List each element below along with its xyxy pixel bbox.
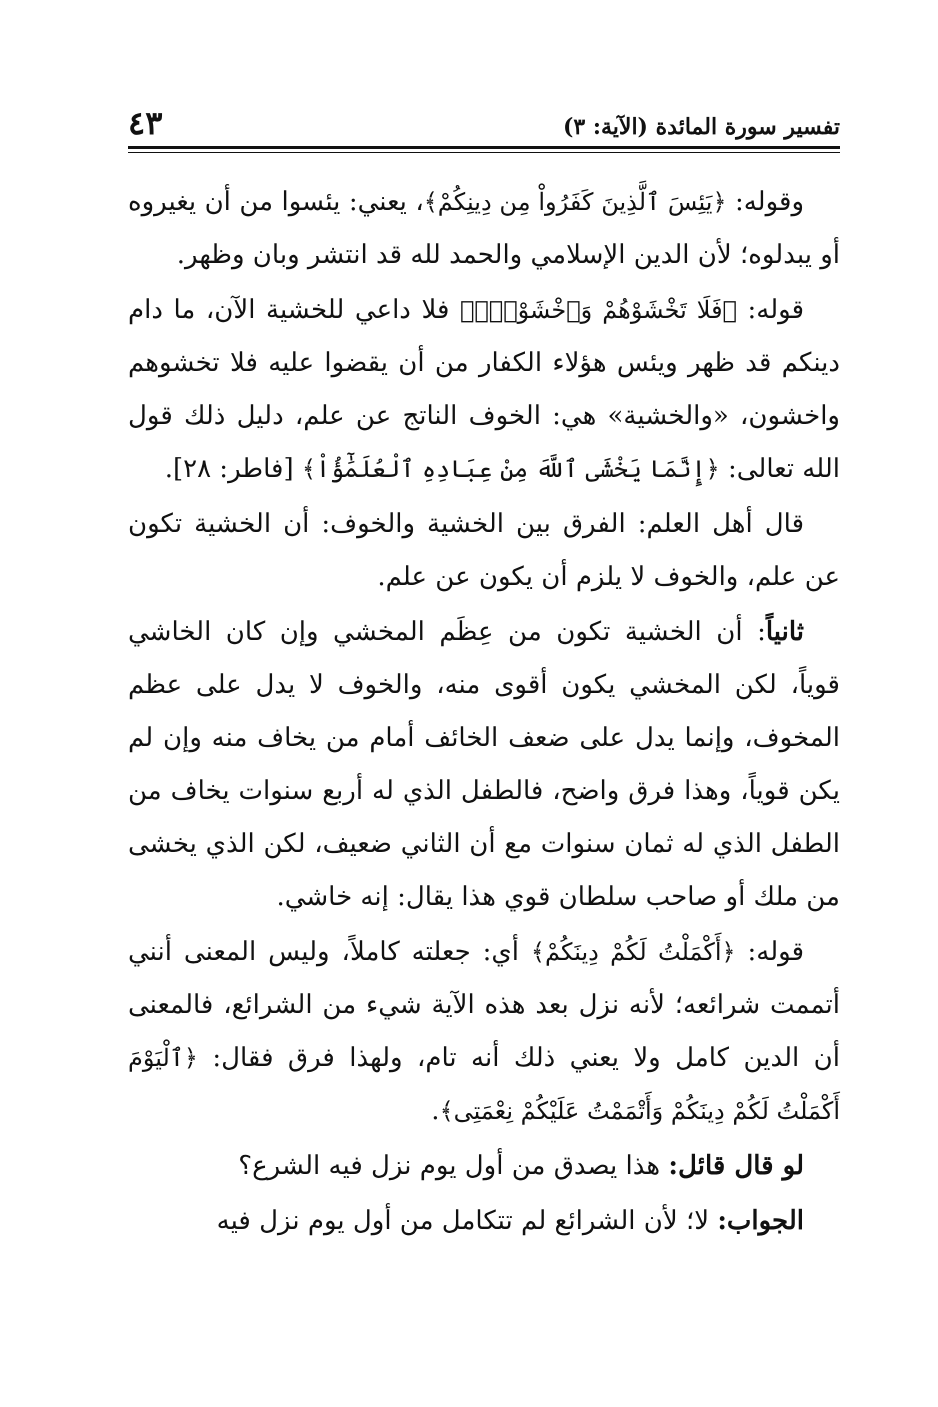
- header-rule-thick: [128, 146, 840, 149]
- paragraph-1: [128, 176, 840, 282]
- paragraph-text: .: [431, 1096, 440, 1126]
- paragraph-text: قال أهل العلم: الفرق بين الخشية والخوف: أن الخشية تكون عن علم، والخوف لا يلزم أن يكون عن علم.: [128, 509, 840, 592]
- paragraph-text: هذا يصدق من أول يوم نزل فيه الشرع؟: [238, 1151, 669, 1181]
- paragraph-text: لا؛ لأن الشرائع لم تتكامل من أول يوم نزل فيه: [216, 1206, 718, 1236]
- paragraph-text: قوله:: [736, 295, 805, 325]
- paragraph-5: [128, 926, 840, 1138]
- header-rule-thin: [128, 152, 840, 153]
- paragraph-6: [128, 1140, 840, 1193]
- paragraph-text: ، يعني: يئسوا من أن يغيروه أو يبدلوه؛ لأن الدين الإسلامي والحمد لله قد انتشر وبان وظهر.: [128, 187, 840, 270]
- page-header: [128, 104, 840, 148]
- paragraph-lead: لو قال قائل:: [668, 1151, 804, 1181]
- paragraph-lead: ثانياً: [765, 617, 804, 647]
- paragraph-text: : أن الخشية تكون من عِظَم المخشي وإن كان الخاشي قوياً، لكن المخشي يكون أقوى منه، والخوف لا يدل على عظم المخوف، وإنما يدل على ضعف الخائف أمام من يخاف منه وإن لم يكن قوياً، وهذا فرق واضح، فالطفل الذي له أربع سنوات يخاف من الطفل الذي له ثمان سنوات مع أن الثاني ضعيف، لكن الذي يخشى من ملك أو صاحب سلطان قوي هذا يقال: إنه خاشي.: [128, 617, 840, 912]
- verse-reference: [فاطر: ٢٨].: [164, 454, 302, 484]
- paragraph-4: [128, 606, 840, 924]
- quran-verse: ﴿ٱلْيَوْمَ أَكْمَلْتُ لَكُمْ دِينَكُمْ وَأَتْمَمْتُ عَلَيْكُمْ نِعْمَتِى﴾: [128, 1044, 840, 1125]
- paragraph-2: [128, 284, 840, 496]
- paragraph-text: قوله:: [735, 937, 805, 967]
- quran-verse: ﴿إِنَّمَا يَخْشَى ٱللَّهَ مِنْ عِبَادِهِ ٱلْعُلَمَٰٓؤُاْ﴾: [301, 455, 720, 483]
- running-title: تفسير سورة المائدة (الآية: ٣): [562, 114, 840, 140]
- paragraph-7: [128, 1195, 840, 1248]
- paragraph-text: فلا داعي للخشية الآن، ما دام دينكم قد ظهر ويئس هؤلاء الكفار من أن يقضوا عليه فلا تخشوهم واخشون، «والخشية» هي: الخوف الناتج عن علم، دليل ذلك قول الله تعالى:: [128, 295, 840, 484]
- paragraph-lead: الجواب:: [717, 1206, 804, 1236]
- body-text: [128, 176, 840, 1250]
- paragraph-text: أي: جعلته كاملاً، وليس المعنى أنني أتممت شرائعه؛ لأنه نزل بعد هذه الآية شيء من الشرائع، فالمعنى أن الدين كامل ولا يعني ذلك أنه تام، ولهذا فرق فقال:: [128, 937, 840, 1073]
- quran-verse: ﴿يَئِسَ ٱلَّذِينَ كَفَرُواْ مِن دِينِكُمْ﴾: [423, 188, 727, 216]
- quran-verse: ﴿فَلَا تَخْشَوْهُمْ وَٱخْشَوْنِۚ﴾: [460, 296, 737, 324]
- page-number: ٤٣: [128, 104, 163, 142]
- paragraph-3: [128, 498, 840, 604]
- paragraph-text: وقوله:: [726, 187, 805, 217]
- quran-verse: ﴿أَكْمَلْتُ لَكُمْ دِينَكُمْ﴾: [530, 938, 736, 966]
